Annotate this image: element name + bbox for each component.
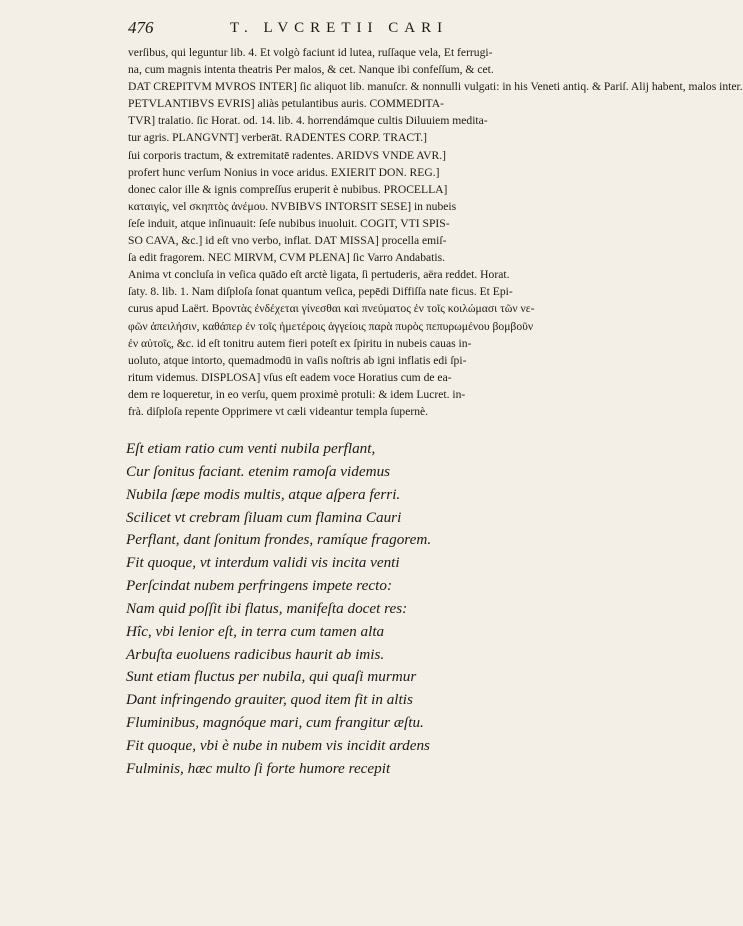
commentary-line: donec calor ille & ignis compreſſus eruperit è nubibus. PROCELLA] <box>128 182 448 196</box>
verse-line: Fit quoque, vt interdum validi vis incita venti <box>126 554 400 572</box>
commentary-line: curus apud Laërt. Βροντὰς ἐνδέχεται γίνεσθαι καὶ πνεύματος ἐν τοῖς κοιλώμασι τῶν νε- <box>128 302 535 316</box>
verse-line: Nubila ſæpe modis multis, atque aſpera ferri. <box>126 485 401 503</box>
commentary-line: dem re loqueretur, in eo verſu, quem proximè protuli: & idem Lucret. in- <box>128 387 466 401</box>
commentary-line: frà. diſploſa repente Opprimere vt cæli videantur templa ſupernè. <box>128 404 429 418</box>
verse-line: Fit quoque, vbi è nube in nubem vis incidit ardens <box>126 736 430 754</box>
commentary-line: TVR] tralatio. ſic Horat. od. 14. lib. 4. horrendámque cultis Diluuiem medita- <box>128 114 488 128</box>
page-number: 476 <box>128 18 154 37</box>
commentary-line: Anima vt concluſa in veſica quādo eſt arctè ligata, ſi pertuderis, aëra reddet. Horat. <box>128 268 510 282</box>
page-header <box>128 18 568 42</box>
commentary-line: ſaty. 8. lib. 1. Nam diſploſa ſonat quantum veſica, pepēdi Diffiſſa nate ficus. Et Epi- <box>128 285 513 299</box>
commentary-line: verſibus, qui leguntur lib. 4. Et volgò faciunt id lutea, ruſſaque vela, Et ferrugi- <box>128 46 493 59</box>
commentary-line: ſa edit fragorem. NEC MIRVM, CVM PLENA] ſic Varro Andabatis. <box>128 251 445 265</box>
commentary-line: ritum videmus. DISPLOSA] vſus eſt eadem voce Horatius cum de ea- <box>128 370 452 384</box>
verse-line: Sunt etiam fluctus per nubila, qui quaſi murmur <box>126 668 417 686</box>
verse-line: Nam quid poſſit ibi flatus, manifeſta docet res: <box>126 599 408 617</box>
verse-line: Perflant, dant ſonitum frondes, ramíque fragorem. <box>126 531 432 549</box>
verse-block <box>126 438 566 781</box>
verse-line: Hîc, vbi lenior eſt, in terra cum tamen alta <box>126 622 385 640</box>
verse-line: Scilicet vt crebram ſiluam cum flamina Cauri <box>126 508 402 526</box>
commentary-line: ſeſe induit, atque inſinuauit: ſeſe nubibus inuoluit. COGIT, VTI SPIS- <box>128 216 450 230</box>
verse-line: Fluminibus, magnóque mari, cum frangitur æſtu. <box>126 714 424 732</box>
commentary-line: profert hunc verſum Nonius in voce aridus. EXIERIT DON. REG.] <box>128 165 440 179</box>
commentary-line: φῶν ἀπειλήσιν, καθάπερ ἐν τοῖς ἡμετέροις ἀγγείοις παρὰ πυρὸς πεπυρωμένου βομβοῦν <box>128 319 534 333</box>
commentary-line: na, cum magnis intenta theatris Per malos, & cet. Nanque ibi confeſſum, & cet. <box>128 63 494 77</box>
verse-line: Fulminis, hæc multo ſi forte humore recepit <box>126 759 391 777</box>
verse-line: Dant infringendo grauiter, quod item fit in altis <box>126 691 413 709</box>
verse-line: Perſcindat nubem perfringens impete recto: <box>126 577 392 595</box>
commentary-block <box>128 44 743 420</box>
commentary-line: ἐν αὐτοῖς, &c. id eſt tonitru autem fieri poteſt ex ſpiritu in nubeis cauas in- <box>128 336 472 350</box>
commentary-line: tur agris. PLANGVNT] verberāt. RADENTES CORP. TRACT.] <box>128 131 428 145</box>
running-head: T. LVCRETII CARI <box>230 20 449 36</box>
commentary-line: DAT CREPITVM MVROS INTER] ſic aliquot lib. manuſcr. & nonnulli vulgati: in his Veneti antiq. & Pariſ. Alij habent, malos inter. <box>128 80 743 94</box>
verse-line: Cur ſonitus faciant. etenim ramoſa videmus <box>126 462 391 480</box>
commentary-line: SO CAVA, &c.] id eſt vno verbo, inflat. DAT MISSA] procella emiſ- <box>128 234 447 248</box>
commentary-line: ſui corporis tractum, & extremitatē radentes. ARIDVS VNDE AVR.] <box>128 148 447 162</box>
verse-line: Eſt etiam ratio cum venti nubila perflant, <box>126 440 376 457</box>
verse-line: Arbuſta euoluens radicibus haurit ab imis. <box>126 645 385 663</box>
commentary-line: καταιγίς, vel σκηπτὸς ἀνέμου. NVBIBVS INTORSIT SESE] in nubeis <box>128 199 457 213</box>
commentary-line: uoluto, atque intorto, quemadmodū in vaſis noſtris ab igni inflatis edi ſpi- <box>128 353 467 367</box>
commentary-line: PETVLANTIBVS EVRIS] aliàs petulantibus auris. COMMEDITA- <box>128 97 444 111</box>
